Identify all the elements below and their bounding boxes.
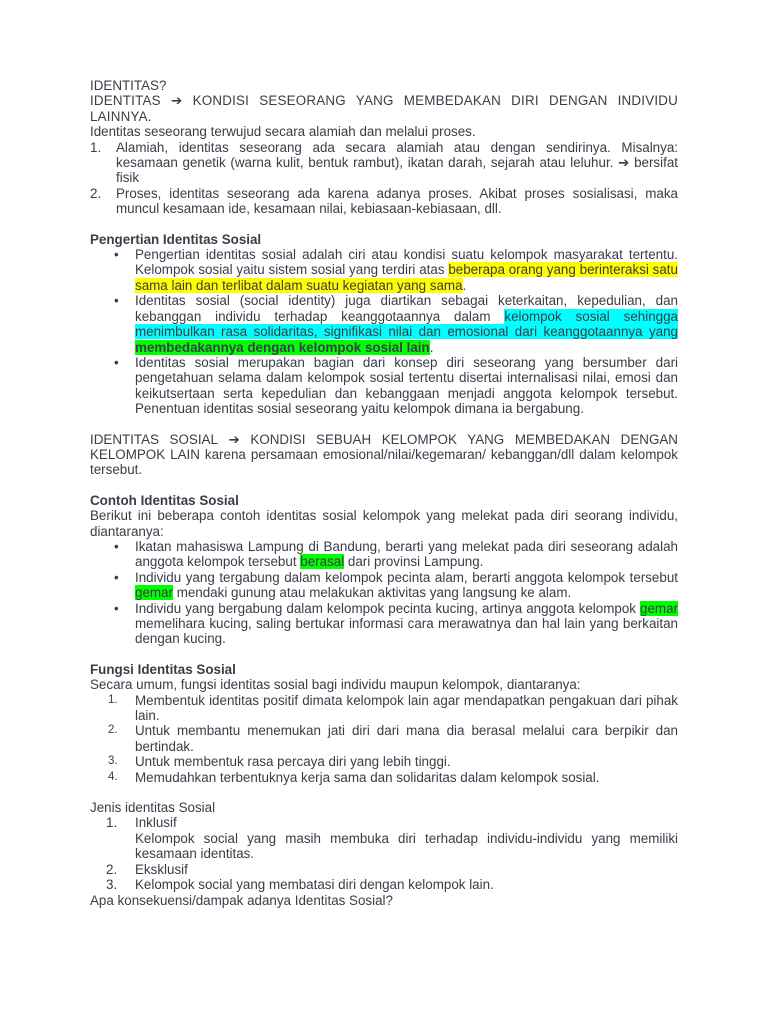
section-heading-jenis: Jenis identitas Sosial [90,800,216,816]
social-identity-definition [90,432,678,478]
section-heading-fungsi: Fungsi Identitas Sosial [90,661,236,677]
highlighted-text: gemar [640,600,678,616]
definition-term: IDENTITAS SOSIAL [90,431,218,447]
list-item [90,815,678,861]
list-text: memelihara kucing, saling bertukar informasi cara merawatnya dan hal lain yang berkaitan dengan kucing. [135,616,678,647]
intro-line: Identitas seseorang terwujud secara alamiah dan melalui proses. [90,124,476,140]
definition-text: karena persamaan emosional/nilai/kegemaran/ kebanggan/dll dalam kelompok tersebut. [90,446,678,478]
arrow-right-icon: ➔ [228,431,240,447]
list-item [90,770,678,785]
arrow-right-icon: ➔ [170,93,183,109]
list-number: 1. [106,815,118,831]
list-text: . [462,277,467,293]
pengertian-list [90,247,678,416]
highlighted-text: berasal [300,554,345,570]
jenis-list [90,815,678,892]
list-item [90,693,678,724]
section-heading-contoh: Contoh Identitas Sosial [90,492,239,508]
list-item [90,355,678,417]
list-text: bersifat fisik [116,155,678,186]
list-number: 3. [108,755,118,768]
list-number: 3. [106,877,118,893]
fungsi-intro: Secara umum, fungsi identitas sosial bagi individu maupun kelompok, diantaranya: [90,677,581,693]
highlighted-text: membedakannya dengan kelompok sosial lain [135,339,430,355]
list-item [90,293,678,355]
list-text: mendaki gunung atau melakukan aktivitas yang langsung ke alam. [172,585,572,601]
intro-list [90,140,678,217]
document-page [90,78,678,908]
list-text: Proses, identitas seseorang ada karena adanya proses. Akibat proses sosialisasi, maka muncul kesamaan ide, kesamaan nilai, kebiasaan-kebiasaan, dll. [116,185,678,217]
list-text: Membentuk identitas positif dimata kelompok lain agar mendapatkan pengakuan dari pihak lain. [135,692,678,724]
list-item [90,539,678,570]
arrow-right-icon: ➔ [618,155,630,171]
list-number: 1. [90,139,102,155]
list-text: dari provinsi Lampung. [344,554,484,570]
list-text: . [429,339,434,355]
list-text: Individu yang bergabung dalam kelompok pecinta kucing, artinya anggota kelompok [135,600,641,616]
fungsi-list [90,693,678,785]
section-heading-pengertian: Pengertian Identitas Sosial [90,231,262,247]
identity-definition [90,93,678,124]
list-title: Inklusif [135,815,177,831]
highlighted-text: beberapa orang yang berinteraksi satu sama lain dan terlibat dalam suatu kegiatan yang sama [135,262,678,293]
list-number: 1. [108,693,118,706]
list-item [90,723,678,754]
list-number: 2. [108,724,118,737]
list-text: Individu yang tergabung dalam kelompok pecinta alam, berarti anggota kelompok tersebut [135,569,678,585]
list-item [90,247,678,293]
list-text: Untuk membentuk rasa percaya diri yang lebih tinggi. [135,754,451,770]
highlighted-text: kelompok sosial sehingga menimbulkan rasa solidaritas, signifikasi nilai dan emosional dari keanggotaannya yang [135,308,678,340]
list-number: 2. [90,185,102,201]
list-text: Identitas sosial (social identity) juga diartikan sebagai keterkaitan, kepedulian, dan kebanggan individu terhadap keanggotaannya dalam [135,293,678,324]
list-text: Memudahkan terbentuknya kerja sama dan solidaritas dalam kelompok sosial. [135,769,600,785]
list-text: Alamiah, identitas seseorang ada secara alamiah atau dengan sendirinya. Misalnya: kesamaan genetik (warna kulit, bentuk rambut), ikatan darah, sejarah atau leluhur. [116,139,678,171]
list-item [90,570,678,601]
list-item [90,186,678,217]
list-text: Identitas sosial merupakan bagian dari konsep diri seseorang yang bersumber dari pengetahuan selama dalam kelompok sosial tertentu disertai internalisasi nilai, emosi dan keikutsertaan serta kepedulian dan kebanggaan menjadi anggota kelompok tersebut. Penentuan identitas sosial seseorang yaitu kelompok dimana ia bergabung. [135,354,678,417]
list-item [90,754,678,769]
list-number: 4. [108,770,118,783]
list-title: Kelompok social yang membatasi diri dengan kelompok lain. [135,877,494,893]
list-item [90,140,678,186]
contoh-list [90,539,678,647]
contoh-intro: Berikut ini beberapa contoh identitas sosial kelompok yang melekat pada diri seorang individu, diantaranya: [90,508,678,539]
definition-text: KONDISI SESEORANG YANG MEMBEDAKAN DIRI DENGAN INDIVIDU LAINNYA. [90,93,679,124]
list-title: Eksklusif [135,861,188,877]
list-text: Untuk membantu menemukan jati diri dari mana dia berasal melalui cara berpikir dan bertindak. [135,723,678,754]
definition-term: IDENTITAS [90,93,161,109]
list-item [90,601,678,647]
list-text: Ikatan mahasiswa Lampung di Bandung, berarti yang melekat pada diri seseorang adalah anggota kelompok tersebut [135,538,678,570]
list-item [90,877,678,892]
highlighted-text: gemar [135,585,173,601]
list-number: 2. [106,861,118,877]
list-item [90,862,678,877]
list-text: Pengertian identitas sosial adalah ciri atau kondisi suatu kelompok masyarakat tertentu. Kelompok sosial yaitu sistem sosial yang terdiri atas [135,247,678,278]
closing-question: Apa konsekuensi/dampak adanya Identitas Sosial? [90,892,393,908]
list-text: Kelompok social yang masih membuka diri terhadap individu-individu yang memiliki kesamaan identitas. [135,830,678,862]
intro-question: IDENTITAS? [90,78,167,93]
definition-text: KONDISI SEBUAH KELOMPOK YANG MEMBEDAKAN DENGAN KELOMPOK LAIN [90,431,678,462]
